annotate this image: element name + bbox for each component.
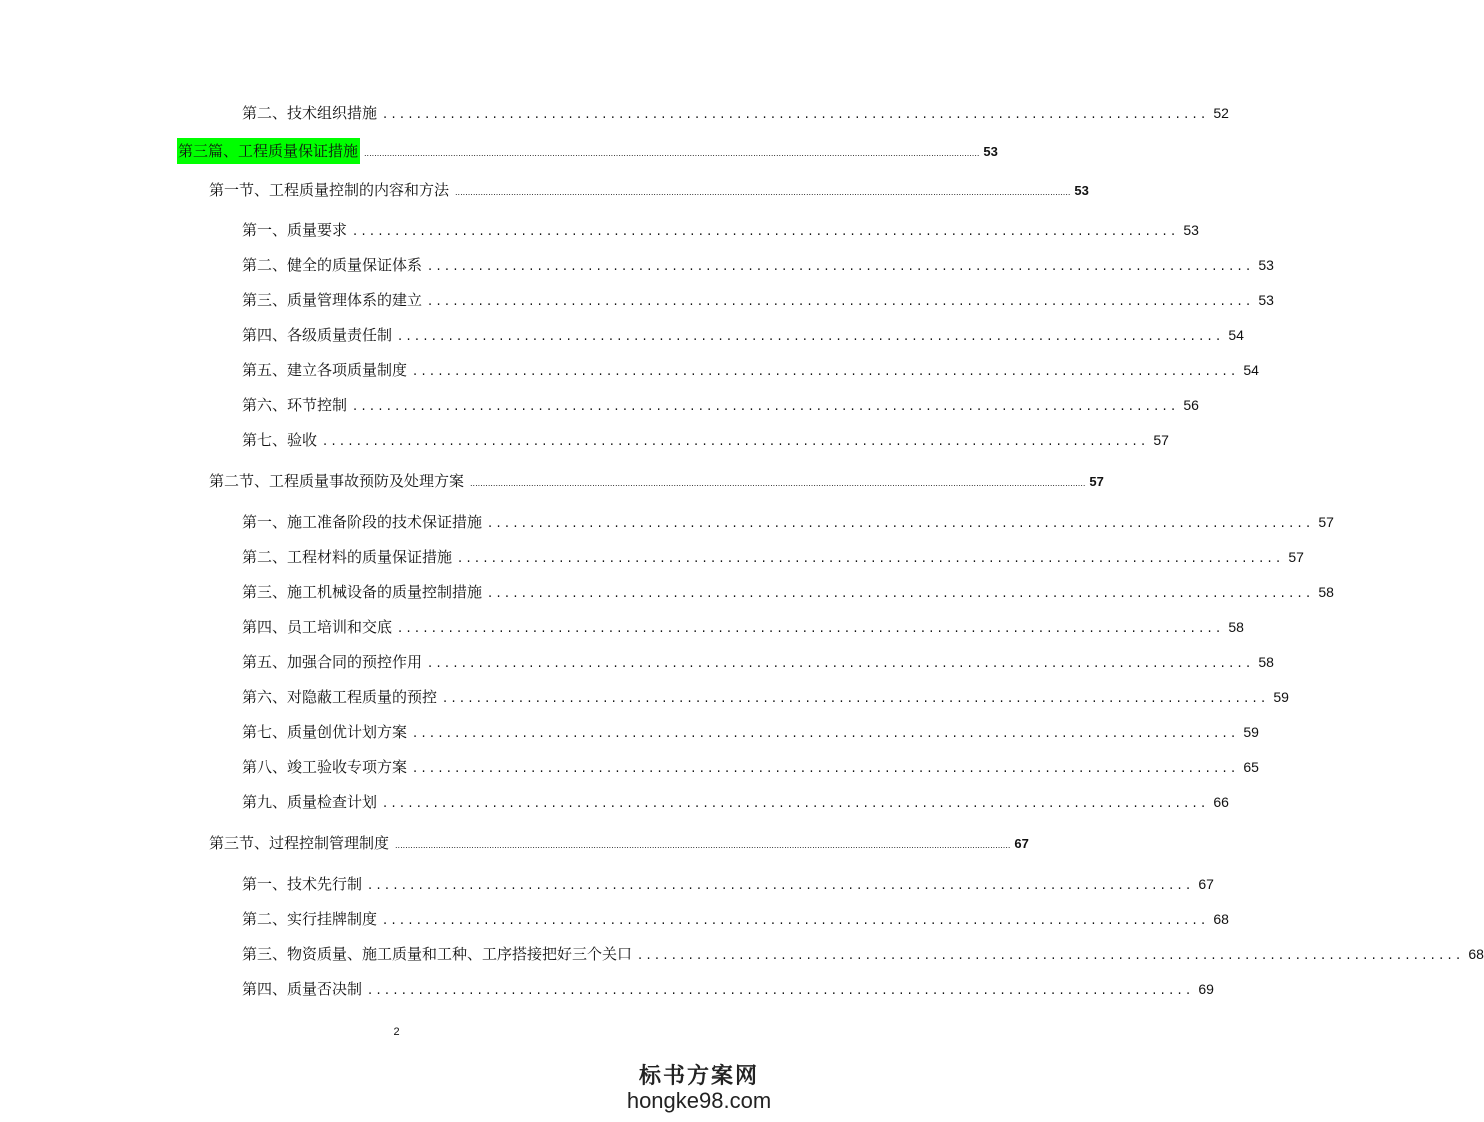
toc-dot-leader: .................................................................................................. [413,761,1240,776]
toc-entry-page: 65 [1243,759,1259,775]
toc-entry-page: 69 [1198,981,1214,997]
toc-entry-title: 第五、建立各项质量制度 [242,361,408,379]
toc-entry[interactable] [242,791,1229,812]
toc-entry-title: 第一、技术先行制 [242,875,363,893]
toc-entry-title: 第三节、过程控制管理制度 [209,834,390,852]
toc-dot-leader: .................................................................................................................................................................................................................................................. [364,149,980,158]
toc-entry-page: 53 [1074,183,1089,198]
toc-dot-leader: .................................................................................................. [413,364,1240,379]
watermark-title: 标书方案网 [638,1063,759,1089]
toc-entry[interactable] [242,324,1244,345]
toc-entry-page: 57 [1153,432,1169,448]
toc-entry[interactable] [242,721,1259,742]
toc-dot-leader: .................................................................................................. [458,551,1285,566]
toc-dot-leader: .................................................................................................. [353,224,1180,239]
toc-entry-title: 第一、质量要求 [242,221,348,239]
toc-entry-title: 第六、环节控制 [242,396,348,414]
toc-entry[interactable] [242,219,1199,240]
toc-entry-title: 第四、各级质量责任制 [242,326,393,344]
toc-entry-page: 66 [1213,794,1229,810]
toc-dot-leader: .................................................................................................. [323,434,1150,449]
toc-dot-leader: .................................................................................................. [428,259,1255,274]
toc-dot-leader: .................................................................................................. [398,329,1225,344]
watermark [619,1059,779,1114]
toc-entry-title: 第二、工程材料的质量保证措施 [242,548,453,566]
toc-entry-page: 54 [1243,362,1259,378]
toc-entry[interactable] [242,686,1289,707]
toc-dot-leader: .................................................................................................. [413,726,1240,741]
toc-entry-title: 第四、质量否决制 [242,980,363,998]
toc-entry-title: 第九、质量检查计划 [242,793,378,811]
toc-entry-page: 57 [1318,514,1334,530]
toc-entry[interactable] [242,616,1244,637]
toc-entry-section[interactable] [209,832,1029,853]
toc-entry-title: 第三、物资质量、施工质量和工种、工序搭接把好三个关口 [242,945,633,963]
toc-entry-title: 第七、验收 [242,431,318,449]
toc-entry-page: 53 [1258,292,1274,308]
toc-dot-leader: .................................................................................................................................................................................................................................................. [455,188,1071,197]
toc-dot-leader: .................................................................................................. [383,796,1210,811]
toc-entry-page: 54 [1228,327,1244,343]
toc-dot-leader: .................................................................................................. [488,586,1315,601]
toc-entry[interactable] [242,943,1484,964]
toc-entry[interactable] [242,873,1214,894]
toc-dot-leader: .................................................................................................. [383,107,1210,122]
toc-dot-leader: .................................................................................................. [443,691,1270,706]
toc-entry-title: 第二、技术组织措施 [242,104,378,122]
toc-dot-leader: .................................................................................................. [383,913,1210,928]
toc-dot-leader: .................................................................................................. [398,621,1225,636]
toc-entry-title: 第八、竣工验收专项方案 [242,758,408,776]
toc-entry-title: 第三、施工机械设备的质量控制措施 [242,583,483,601]
toc-entry[interactable] [242,394,1199,415]
toc-entry-title: 第六、对隐蔽工程质量的预控 [242,688,438,706]
toc-entry-page: 53 [1183,222,1199,238]
toc-dot-leader: .................................................................................................................................................................................................................................................. [395,841,1011,850]
toc-entry[interactable] [242,581,1334,602]
page-number: 2 [393,1026,400,1038]
toc-entry[interactable] [242,289,1274,310]
toc-entry-part[interactable] [177,138,998,164]
toc-entry[interactable] [242,908,1229,929]
toc-entry-title: 第五、加强合同的预控作用 [242,653,423,671]
toc-dot-leader: .................................................................................................. [353,399,1180,414]
toc-entry-page: 58 [1258,654,1274,670]
toc-dot-leader: .................................................................................................. [488,516,1315,531]
toc-entry[interactable] [242,359,1259,380]
toc-entry[interactable] [242,978,1214,999]
toc-entry-page: 58 [1318,584,1334,600]
toc-entry[interactable] [242,756,1259,777]
toc-entry-section[interactable] [209,470,1104,491]
toc-entry-title: 第一节、工程质量控制的内容和方法 [209,181,450,199]
toc-entry-page: 53 [983,144,998,159]
toc-entry-section[interactable] [209,179,1089,200]
toc-entry-page: 53 [1258,257,1274,273]
toc-entry-page: 68 [1213,911,1229,927]
toc-dot-leader: .................................................................................................................................................................................................................................................. [470,479,1086,488]
toc-dot-leader: .................................................................................................. [368,878,1195,893]
toc-entry-title: 第一、施工准备阶段的技术保证措施 [242,513,483,531]
toc-entry[interactable] [242,102,1229,123]
toc-entry-page: 67 [1014,836,1029,851]
toc-dot-leader: .................................................................................................. [638,948,1465,963]
toc-entry-title-highlighted: 第三篇、工程质量保证措施 [177,138,360,164]
toc-entry-page: 59 [1273,689,1289,705]
toc-entry-page: 59 [1243,724,1259,740]
toc-entry-title: 第四、员工培训和交底 [242,618,393,636]
toc-entry[interactable] [242,511,1334,532]
toc-entry[interactable] [242,546,1304,567]
toc-entry-title: 第二、实行挂牌制度 [242,910,378,928]
toc-entry-page: 67 [1198,876,1214,892]
toc-entry-page: 57 [1089,474,1104,489]
toc-dot-leader: .................................................................................................. [428,656,1255,671]
toc-entry[interactable] [242,254,1274,275]
toc-dot-leader: .................................................................................................. [428,294,1255,309]
toc-entry-title: 第三、质量管理体系的建立 [242,291,423,309]
toc-entry-page: 68 [1468,946,1484,962]
toc-entry-page: 52 [1213,105,1229,121]
toc-entry-title: 第七、质量创优计划方案 [242,723,408,741]
toc-entry[interactable] [242,429,1169,450]
toc-entry-title: 第二、健全的质量保证体系 [242,256,423,274]
toc-entry-page: 58 [1228,619,1244,635]
toc-entry-page: 57 [1288,549,1304,565]
toc-entry[interactable] [242,651,1274,672]
toc-dot-leader: .................................................................................................. [368,983,1195,998]
toc-entry-page: 56 [1183,397,1199,413]
toc-entry-title: 第二节、工程质量事故预防及处理方案 [209,472,465,490]
watermark-url: hongke98.com [626,1088,772,1113]
